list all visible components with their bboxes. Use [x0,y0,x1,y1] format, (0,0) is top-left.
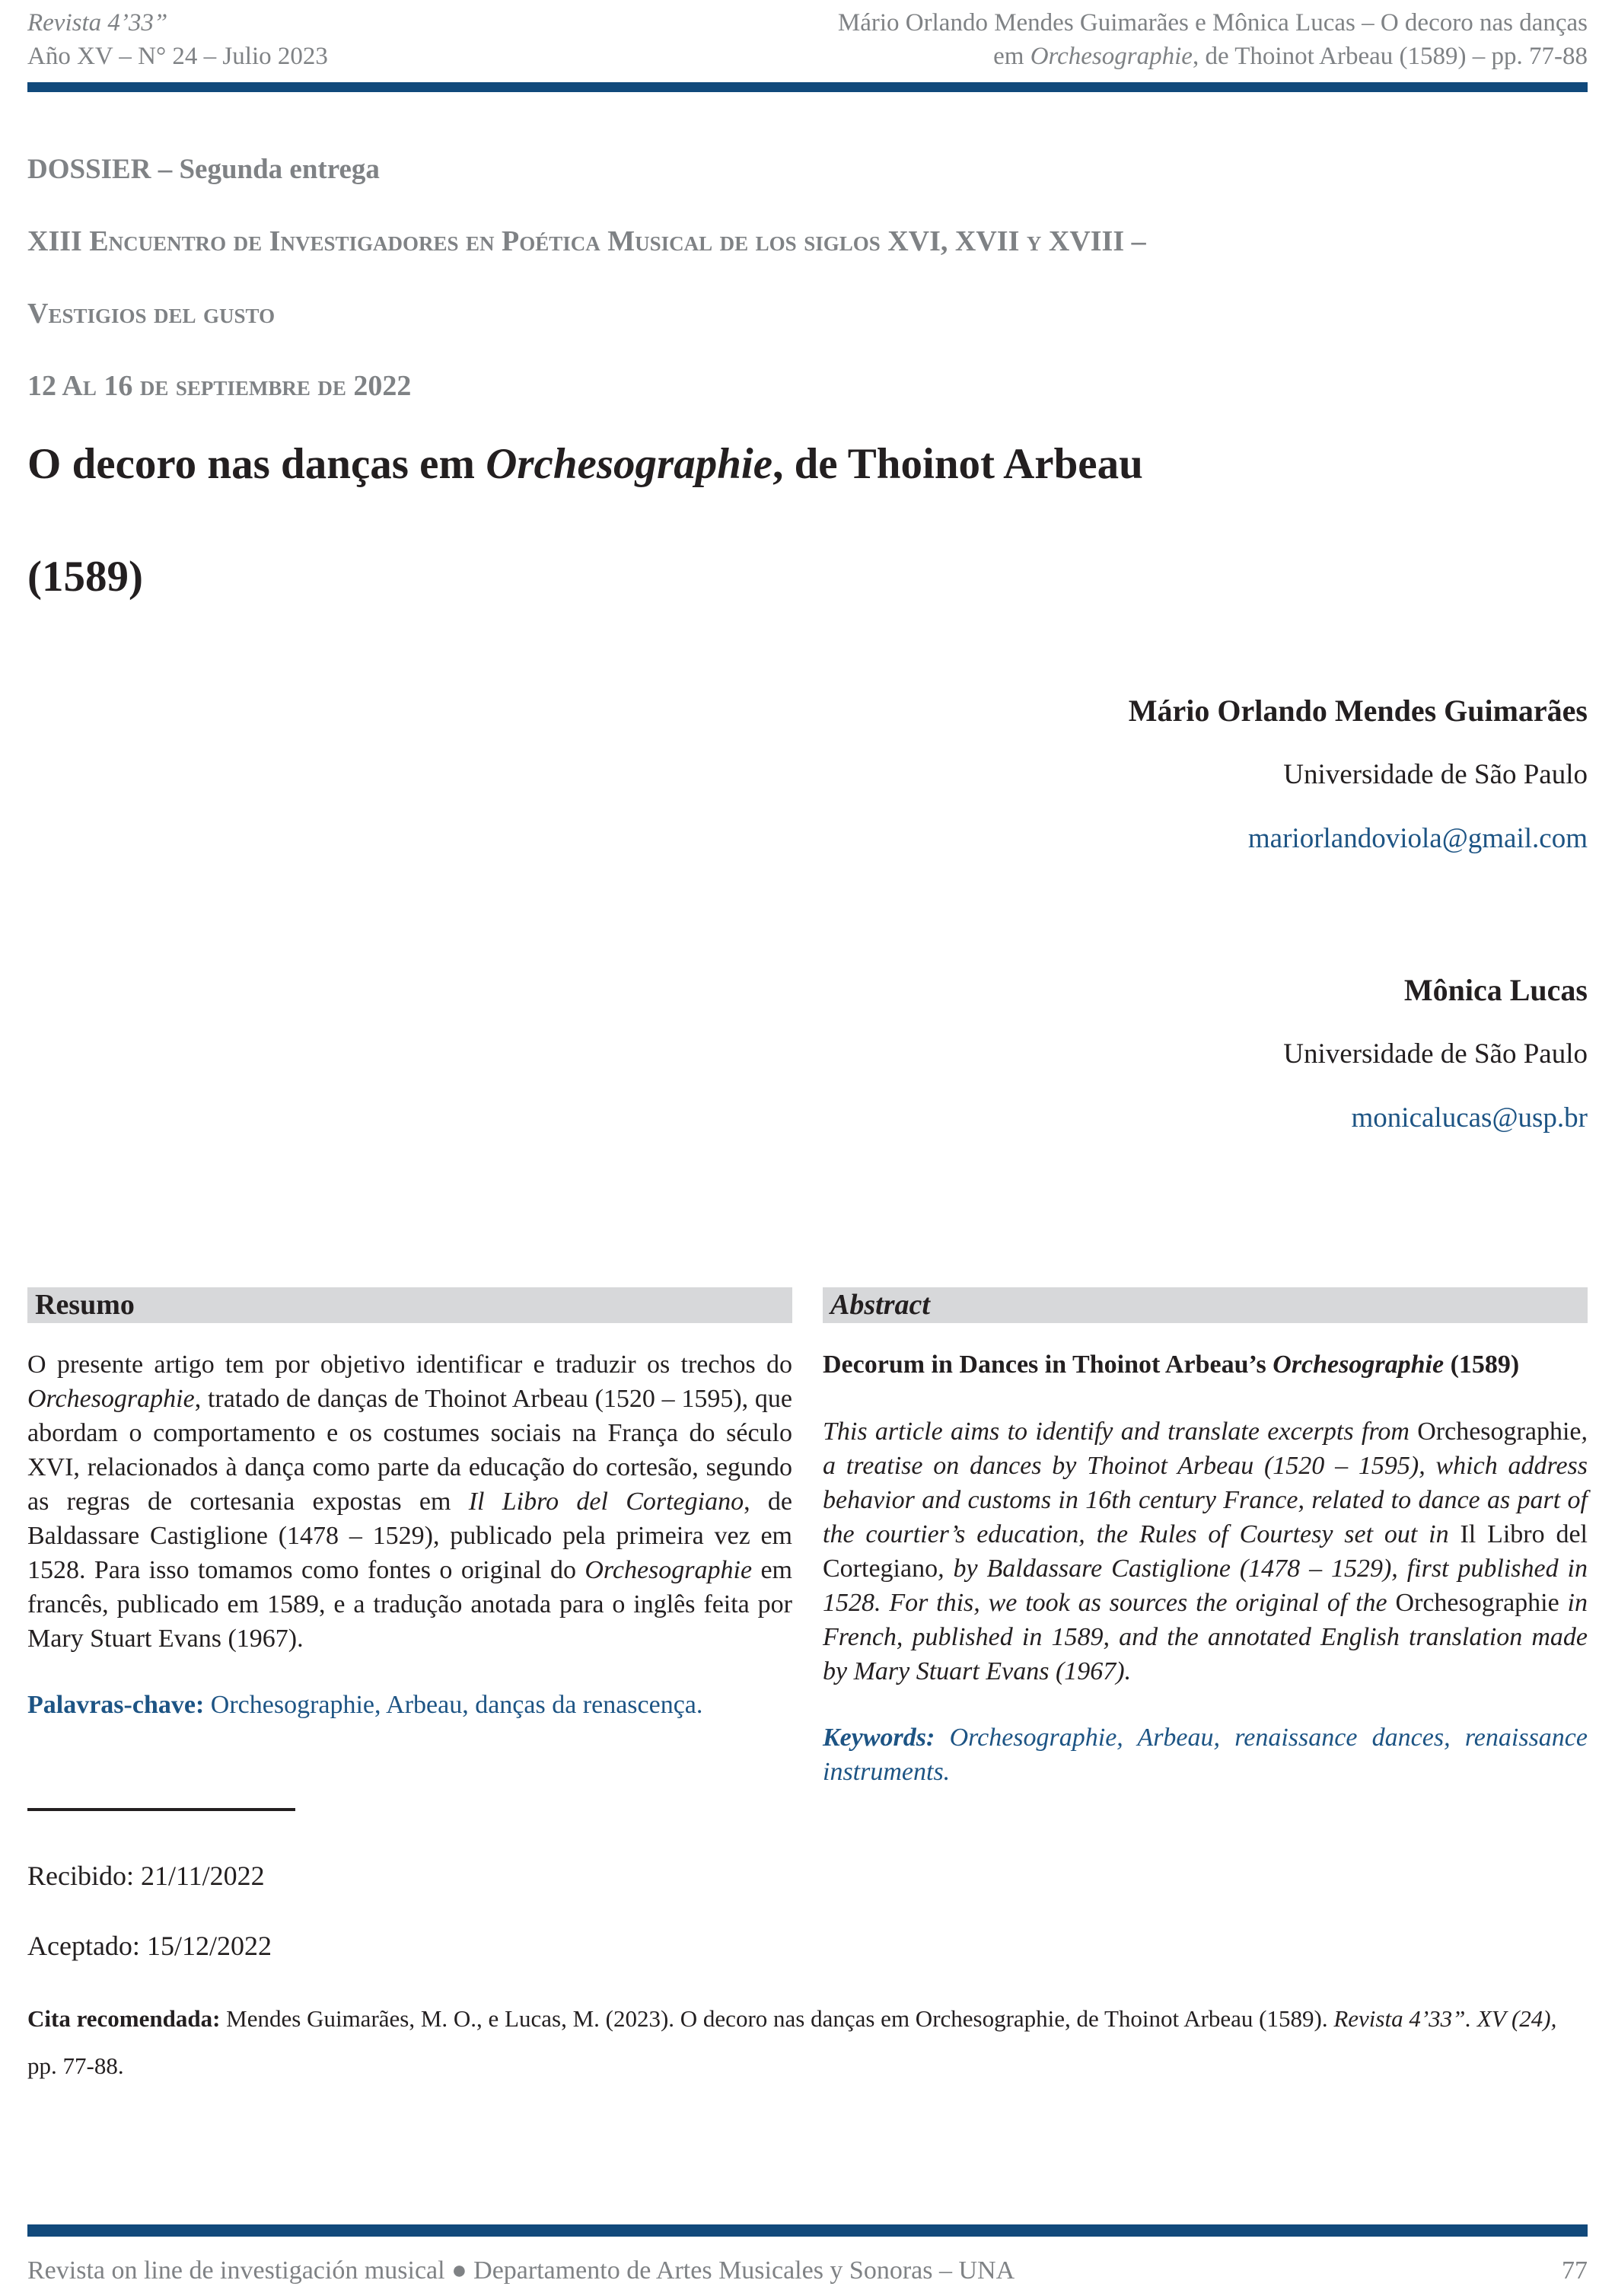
abstract-title: Decorum in Dances in Thoinot Arbeau’s Orchesographie (1589) [823,1350,1520,1379]
dossier-event-line2: Vestigios del gusto [27,298,276,330]
abstract-column [823,1287,1588,1789]
author-1-name: Mário Orlando Mendes Guimarães [1128,694,1588,728]
abstract-heading: Abstract [823,1287,1588,1323]
author-2 [27,958,1588,1150]
palavras-chave: Palavras-chave: Orchesographie, Arbeau, danças da renascença. [27,1691,703,1719]
author-2-email-link[interactable]: monicalucas@usp.br [1351,1102,1588,1134]
dossier-title: DOSSIER – Segunda entrega [27,154,380,185]
page-number: 77 [1562,2256,1588,2285]
recommended-citation: Cita recomendada: Mendes Guimarães, M. O., e Lucas, M. (2023). O decoro nas danças em Orchesographie, de Thoinot Arbeau (1589). Revista 4’33”. XV (24), pp. 77-88. [27,2005,1557,2079]
dossier-block [27,155,1588,402]
page-header [27,6,1588,73]
dossier-event-line1: XIII Encuentro de Investigadores en Poética Musical de los siglos XVI, XVII y XVIII – [27,225,1146,257]
footnote-separator [27,1808,295,1811]
received-date: Recibido: 21/11/2022 [27,1861,265,1891]
author-2-name: Mônica Lucas [1403,973,1588,1007]
issue-info: Año XV – N° 24 – Julio 2023 [27,43,328,70]
author-2-email [27,1086,1588,1150]
header-rule [27,82,1588,92]
footer-rule [27,2224,1588,2237]
dossier-event-dates: 12 Al 16 de septiembre de 2022 [27,370,412,402]
resumo-column [27,1287,792,1789]
running-head [838,6,1588,73]
abstract-columns [27,1287,1588,1789]
authors-block [27,679,1588,1150]
journal-info [27,6,328,73]
resumo-text: O presente artigo tem por objetivo identificar e traduzir os trechos do Orchesographie, tratado de danças de Thoinot Arbeau (1520 – 1595), que abordam o comportamento e os costumes sociais na França do século XVI, relacionados à dança como parte da educação do cortesão, segundo as regras de cortesania expostas em Il Libro del Cortegiano, de Baldassare Castiglione (1478 – 1529), publicado pela primeira vez em 1528. Para isso tomamos como fontes o original do Orchesographie em francês, publicado em 1589, e a tradução anotada para o inglês feita por Mary Stuart Evans (1967). [27,1350,792,1653]
journal-name: Revista 4’33” [27,9,168,37]
resumo-heading: Resumo [27,1287,792,1323]
author-1-email [27,807,1588,871]
author-1 [27,679,1588,871]
running-head-line2: em Orchesographie, de Thoinot Arbeau (1589) – pp. 77-88 [993,43,1588,70]
author-2-affiliation: Universidade de São Paulo [1283,1038,1588,1070]
author-1-affiliation: Universidade de São Paulo [1283,759,1588,790]
accepted-date: Aceptado: 15/12/2022 [27,1931,272,1961]
keywords: Keywords: Orchesographie, Arbeau, renaissance dances, renaissance instruments. [823,1724,1588,1786]
running-head-line1: Mário Orlando Mendes Guimarães e Mônica Lucas – O decoro nas danças [837,9,1588,37]
abstract-text: This article aims to identify and translate excerpts from Orchesographie, a treatise on dances by Thoinot Arbeau (1520 – 1595), which address behavior and customs in 16th century France, related to dance as part of the courtier’s education, the Rules of Courtesy set out in Il Libro del Cortegiano, by Baldassare Castiglione (1478 – 1529), first published in 1528. For this, we took as sources the original of the Orchesographie in French, published in 1589, and the annotated English translation made by Mary Stuart Evans (1967). [823,1417,1588,1685]
author-1-email-link[interactable]: mariorlandoviola@gmail.com [1247,823,1588,854]
article-title: O decoro nas danças em Orchesographie, de Thoinot Arbeau (1589) [27,440,1143,601]
footer-journal-line: Revista on line de investigación musical ● Departamento de Artes Musicales y Sonoras – UNA [27,2256,1015,2285]
page-footer [27,2224,1588,2296]
